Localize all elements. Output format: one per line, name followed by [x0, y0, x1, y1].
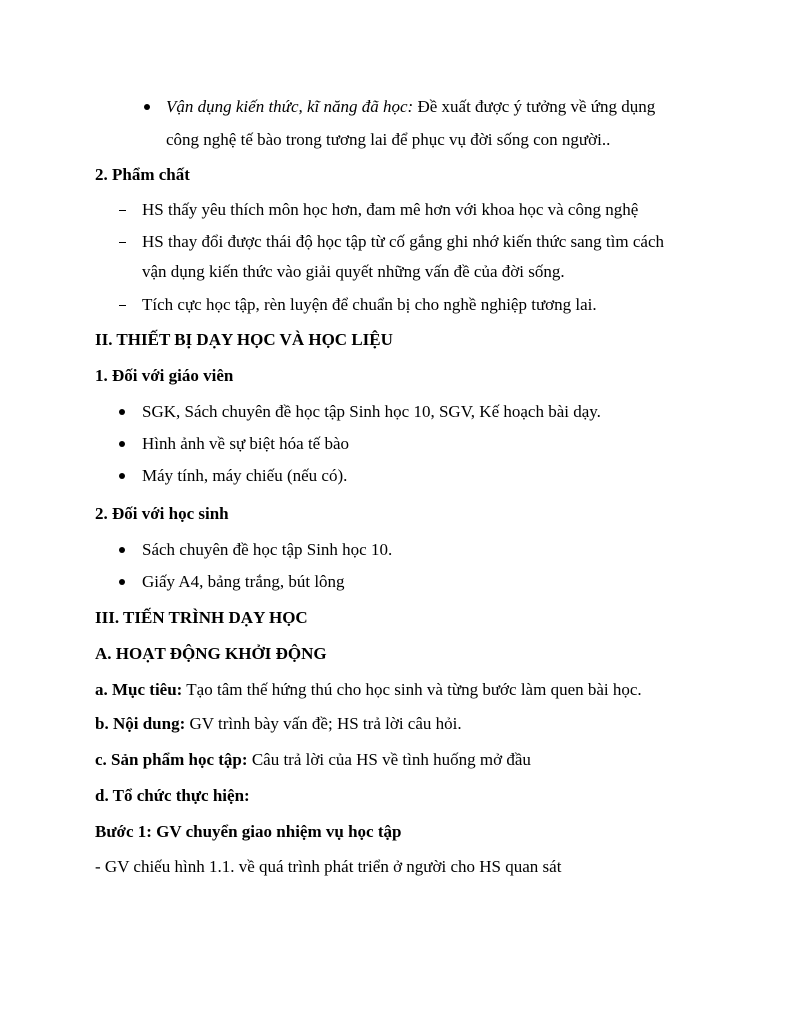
qualities-heading: 2. Phẩm chất [95, 165, 190, 184]
student-item: Giấy A4, bảng trắng, bút lông [142, 572, 345, 591]
quality-item: Tích cực học tập, rèn luyện để chuẩn bị cho nghề nghiệp tương lai. [142, 295, 597, 314]
step1-heading: Bước 1: GV chuyển giao nhiệm vụ học tập [95, 822, 402, 841]
bullet-icon [119, 579, 125, 585]
goal-text: Tạo tâm thế hứng thú cho học sinh và từng bước làm quen bài học. [186, 680, 642, 699]
bullet-icon [119, 473, 125, 479]
product-text: Câu trả lời của HS về tình huống mở đầu [251, 750, 531, 769]
content-line [95, 714, 462, 734]
quality-item-continued: vận dụng kiến thức vào giải quyết những vấn đề của đời sống. [142, 262, 565, 281]
content-text: GV trình bày vấn đề; HS trả lời câu hỏi. [189, 714, 462, 733]
quality-item: HS thay đổi được thái độ học tập từ cố gắng ghi nhớ kiến thức sang tìm cách [142, 232, 664, 251]
bullet-icon [144, 104, 150, 110]
teacher-item: Hình ảnh về sự biệt hóa tế bào [142, 434, 350, 453]
bullet-icon [119, 441, 125, 447]
teacher-heading: 1. Đối với giáo viên [95, 366, 234, 385]
teacher-item: Máy tính, máy chiếu (nếu có). [142, 466, 348, 485]
goal-line [95, 680, 642, 700]
dash-icon [119, 242, 126, 243]
dash-icon [119, 210, 126, 211]
competency-line-2: công nghệ tế bào trong tương lai để phục vụ đời sống con người.. [166, 130, 611, 149]
goal-label: a. Mục tiêu: [95, 680, 183, 699]
bullet-icon [119, 409, 125, 415]
organize-label: d. Tổ chức thực hiện: [95, 786, 250, 805]
student-heading: 2. Đối với học sinh [95, 504, 229, 523]
product-line [95, 750, 531, 770]
bullet-icon [119, 547, 125, 553]
process-heading: III. TIẾN TRÌNH DẠY HỌC [95, 608, 308, 627]
student-item: Sách chuyên đề học tập Sinh học 10. [142, 540, 393, 559]
product-label: c. Sản phẩm học tập: [95, 750, 248, 769]
content-label: b. Nội dung: [95, 714, 186, 733]
dash-icon [119, 305, 126, 306]
competency-line-1 [166, 97, 655, 117]
quality-item: HS thấy yêu thích môn học hơn, đam mê hơn với khoa học và công nghệ [142, 200, 639, 219]
activity-heading: A. HOẠT ĐỘNG KHỞI ĐỘNG [95, 644, 327, 663]
step1-text: - GV chiếu hình 1.1. về quá trình phát triển ở người cho HS quan sát [95, 857, 562, 876]
teacher-item: SGK, Sách chuyên đề học tập Sinh học 10, SGV, Kế hoạch bài dạy. [142, 402, 601, 421]
competency-lead: Vận dụng kiến thức, kĩ năng đã học: [166, 97, 414, 116]
equipment-heading: II. THIẾT BỊ DẠY HỌC VÀ HỌC LIỆU [95, 330, 393, 349]
competency-text: Đề xuất được ý tưởng về ứng dụng [417, 97, 656, 116]
